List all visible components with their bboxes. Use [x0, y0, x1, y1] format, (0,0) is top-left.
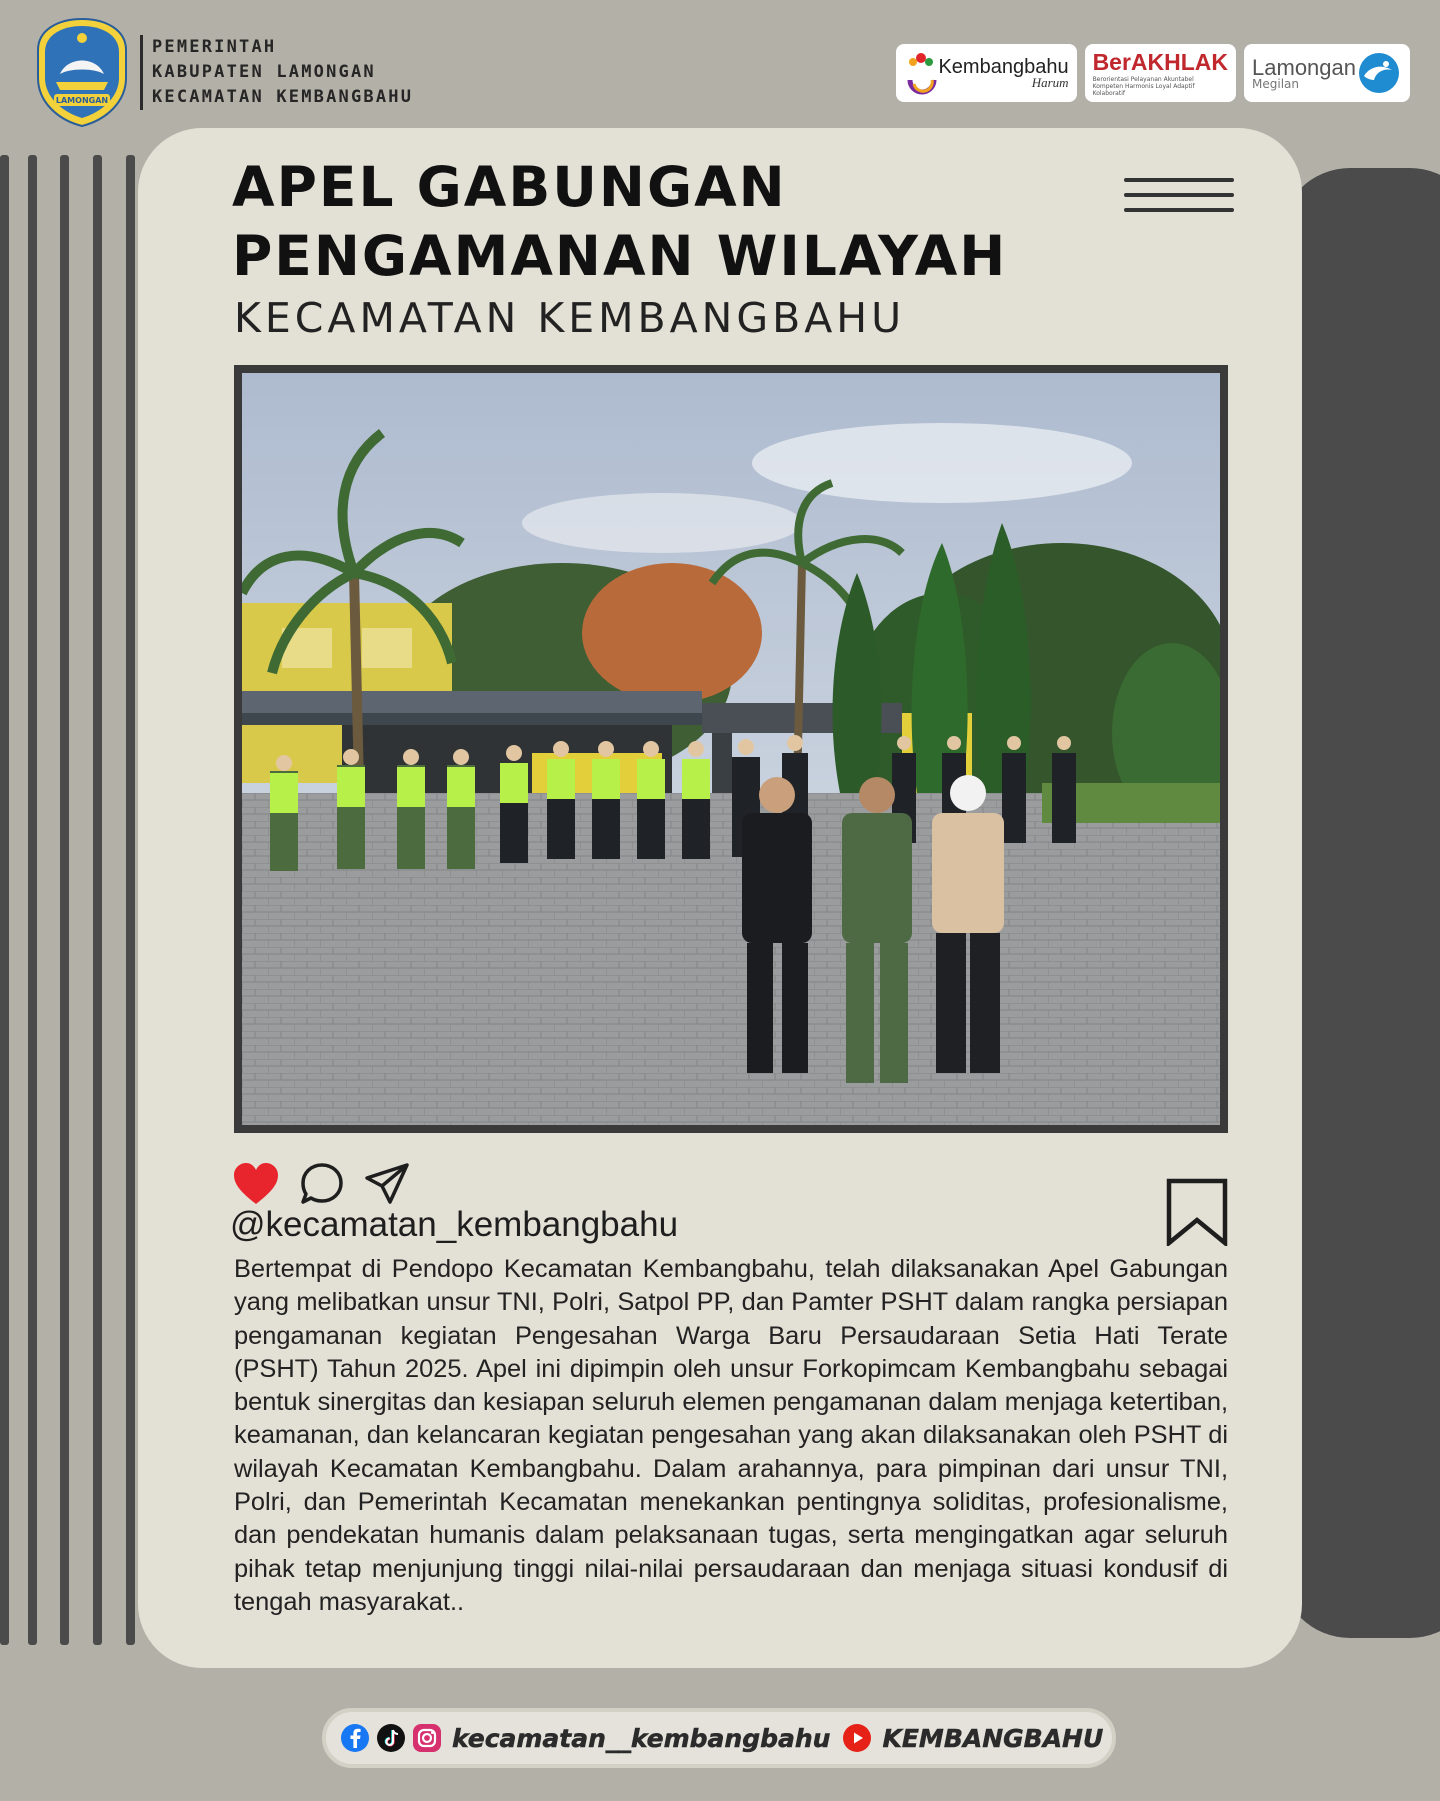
gov-title-block — [140, 35, 413, 110]
heart-icon[interactable] — [232, 1162, 280, 1206]
kembangbahu-flower-icon — [904, 50, 938, 96]
gov-header — [34, 16, 413, 128]
gov-line-3: KECAMATAN KEMBANGBAHU — [152, 86, 414, 107]
right-decor-panel — [1280, 168, 1440, 1638]
post-subtitle: KECAMATAN KEMBANGBAHU — [234, 294, 906, 342]
account-handle[interactable]: @kecamatan_kembangbahu — [230, 1205, 679, 1244]
decor-bar — [60, 155, 69, 1645]
decor-bar — [28, 155, 37, 1645]
post-caption: Bertempat di Pendopo Kecamatan Kembangbahu, telah dilaksanakan Apel Gabungan yang melibatkan unsur TNI, Polri, Satpol PP, dan Pamter PSHT dalam rangka persiapan pengamanan kegiatan Pengesahan Warga Baru Persaudaraan Setia Hati Terate (PSHT) Tahun 2025. Apel ini dipimpin oleh unsur Forkopimcam Kembangbahu sebagai bentuk sinergitas dan kesiapan seluruh elemen pengamanan dalam menjaga ketertiban, keamanan, dan kelancaran kegiatan pengesahan yang akan dilaksanakan oleh PSHT di wilayah Kecamatan Kembangbahu. Dalam arahannya, para pimpinan dari unsur TNI, Polri, dan Pemerintah Kecamatan menekankan pentingnya soliditas, profesionalisme, dan pendekatan humanis dalam pelaksanaan tugas, serta mengingatkan agar seluruh pihak tetap menjunjung tinggi nilai-nilai persaudaraan dan menjaga situasi kondusif di tengah masyarakat.. — [234, 1255, 1228, 1616]
berakhlak-logo — [1085, 44, 1236, 102]
social-media-bar — [322, 1708, 1116, 1768]
decor-bar — [0, 155, 9, 1645]
post-title-line-2: PENGAMANAN WILAYAH — [232, 224, 1008, 288]
youtube-channel-name[interactable]: KEMBANGBAHU — [882, 1723, 1104, 1753]
apel-photo-illustration — [242, 373, 1220, 1125]
bookmark-icon[interactable] — [1166, 1178, 1228, 1246]
tiktok-icon[interactable] — [376, 1723, 406, 1753]
decor-bar — [93, 155, 102, 1645]
menu-icon[interactable] — [1124, 178, 1234, 218]
berakhlak-logo-tagline: Berorientasi Pelayanan Akuntabel Kompeten Harmonis Loyal Adaptif Kolaboratif — [1092, 76, 1195, 97]
comment-icon[interactable] — [300, 1162, 344, 1206]
instagram-icon[interactable] — [412, 1723, 442, 1753]
social-handle[interactable]: kecamatan__kembangbahu — [452, 1723, 831, 1753]
gov-line-2: KABUPATEN LAMONGAN — [152, 61, 376, 82]
lamongan-logo-name: Lamongan — [1252, 55, 1356, 80]
facebook-icon[interactable] — [340, 1723, 370, 1753]
partner-logos — [896, 38, 1410, 108]
post-photo — [234, 365, 1228, 1133]
gov-line-1: PEMERINTAH — [152, 36, 277, 57]
decor-bar — [126, 155, 135, 1645]
lamongan-wave-icon — [1356, 50, 1402, 96]
share-icon[interactable] — [364, 1162, 410, 1206]
post-actions — [232, 1162, 410, 1206]
lamongan-megilan-logo — [1244, 44, 1410, 102]
lamongan-logo-tagline: Megilan — [1252, 77, 1299, 91]
kembangbahu-logo-tagline: Harum — [1031, 74, 1069, 90]
youtube-icon[interactable] — [842, 1723, 872, 1753]
post-title-line-1: APEL GABUNGAN — [232, 155, 787, 219]
emblem-label: LAMONGAN — [55, 96, 109, 105]
kembangbahu-logo-name: Kembangbahu — [938, 55, 1069, 78]
berakhlak-logo-name: BerAKHLAK — [1092, 49, 1229, 75]
kembangbahu-logo — [896, 44, 1076, 102]
lamongan-emblem-logo — [34, 16, 130, 128]
